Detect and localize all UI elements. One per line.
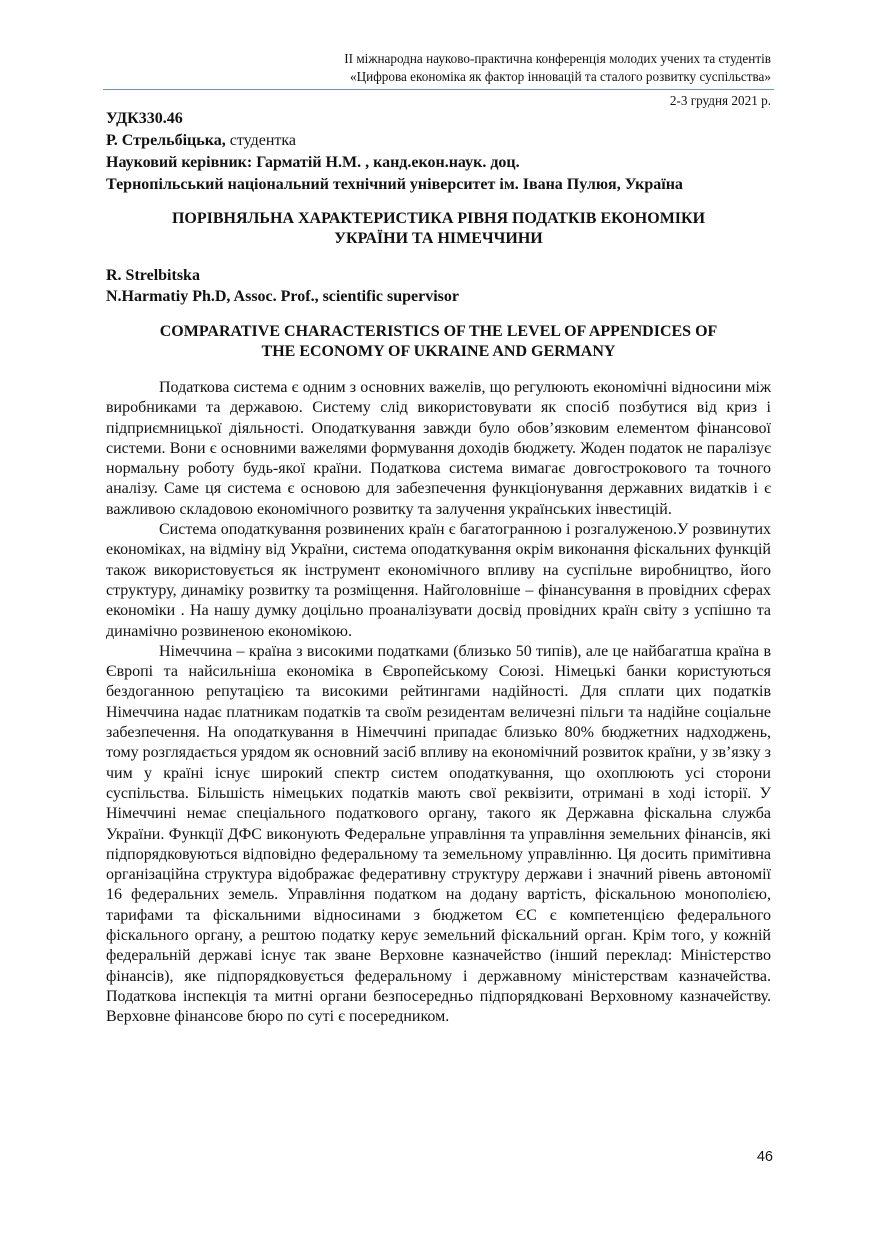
conference-date: 2-3 грудня 2021 р. (669, 93, 771, 108)
supervisor-ua: Науковий керівник: Гарматій Н.М. , канд.екон.наук. доц. (106, 154, 520, 171)
supervisor-en: N.Harmatiy Ph.D, Assoc. Prof., scientific supervisor (106, 288, 459, 305)
conference-line-1: ІІ міжнародна науково-практична конференція молодих учених та студентів (344, 51, 771, 66)
paragraph-2: Система оподаткування розвинених країн є багатогранною і розгалуженою.У розвинутих економіках, на відміну від України, система оподаткування окрім виконання фіскальних функцій також використовується як інструмент економічного впливу на суспільне виробництво, його структуру, динаміку розвитку та розміщення. Найголовніше – фінансування в провідних сферах економіки . На нашу думку доцільно проаналізувати досвід провідних країн світу з успішно та динамічно розвиненою економікою. (106, 521, 771, 640)
author-block-en (106, 265, 459, 307)
header-divider (103, 89, 774, 90)
running-header (0, 50, 771, 85)
title-en-line-2: THE ECONOMY OF UKRAINE AND GERMANY (261, 342, 616, 360)
paragraph-1: Податкова система є одним з основних важелів, що регулюють економічні відносини між виробниками та державою. Систему слід використовувати як спосіб позбутися від криз і підприємницької діяльності. Оподаткування завжди було обов’язковим елементом фінансової системи. Вони є основними важелями формування доходів бюджету. Жоден податок не паралізує нормальну роботу будь-якої країни. Податкова система вимагає довгострокового та точного аналізу. Саме ця система є основою для забезпечення функціонування державних видатків і є важливою складовою економічного розвитку та залучення українських інвестицій. (106, 379, 771, 518)
author-line-ua (106, 130, 683, 152)
paper-title-ua (106, 209, 771, 248)
title-en-line-1: COMPARATIVE CHARACTERISTICS OF THE LEVEL OF APPENDICES OF (159, 323, 718, 340)
page-number: 46 (756, 1149, 773, 1165)
affiliation-ua: Тернопільський національний технічний університет ім. Івана Пулюя, Україна (106, 176, 683, 193)
author-name-en: R. Strelbitska (106, 267, 200, 284)
udk-code: УДК330.46 (106, 110, 183, 127)
author-role-ua: студентка (225, 132, 297, 149)
body-text (106, 378, 771, 1028)
title-ua-line-1: ПОРІВНЯЛЬНА ХАРАКТЕРИСТИКА РІВНЯ ПОДАТКІВ ЕКОНОМІКИ (171, 210, 706, 227)
paper-title-en (106, 322, 771, 361)
author-name-ua: Р. Стрельбіцька, (106, 132, 226, 149)
title-ua-line-2: УКРАЇНИ ТА НІМЕЧЧИНИ (334, 229, 543, 247)
paragraph-3: Німеччина – країна з високими податками (близько 50 типів), але це найбагатша країна в Європі та найсильніша економіка в Європейському Союзі. Німецькі банки користуються бездоганною репутацією та високими рейтингами надійності. Для сплати цих податків Німеччина надає платникам податків та своїм резидентам величезні пільги та надійне соціальне забезпечення. На оподаткування в Німеччині припадає близько 80% бюджетних надходжень, тому розглядається урядом як основний засіб впливу на економічний розвиток країни, у зв’язку з чим у країні існує широкий спектр систем оподаткування, що охоплюють усі сторони суспільства. Більшість німецьких податків мають свої реквізити, отримані в ході історії. У Німеччині немає спеціального податкового органу, такого як Державна фіскальна служба України. Функції ДФС виконують Федеральне управління та управління земельних фінансів, які підпорядковуються відповідно федеральному та земельному управлінню. Ця досить примітивна організаційна структура відображає федеративну структуру держави і значний рівень автономії 16 федеральних земель. Управління податком на додану вартість, фіскальною монополією, тарифами та фіскальними відносинами з бюджетом ЄС є компетенцією федерального фіскального органу, а рештою податку керує земельний фіскальний орган. Крім того, у кожній федеральній державі існує так зване Верховне казначейство (інший переклад: Міністерство фінансів), яке підпорядковується федеральному і державному міністерствам казначейства. Податкова інспекція та митні органи безпосередньо підпорядковані Верховному казначейству. Верховне фінансове бюро по суті є посередником. (106, 642, 771, 1026)
author-block-ua (106, 108, 683, 196)
conference-line-2: «Цифрова економіка як фактор інновацій та сталого розвитку суспільства» (350, 68, 771, 84)
